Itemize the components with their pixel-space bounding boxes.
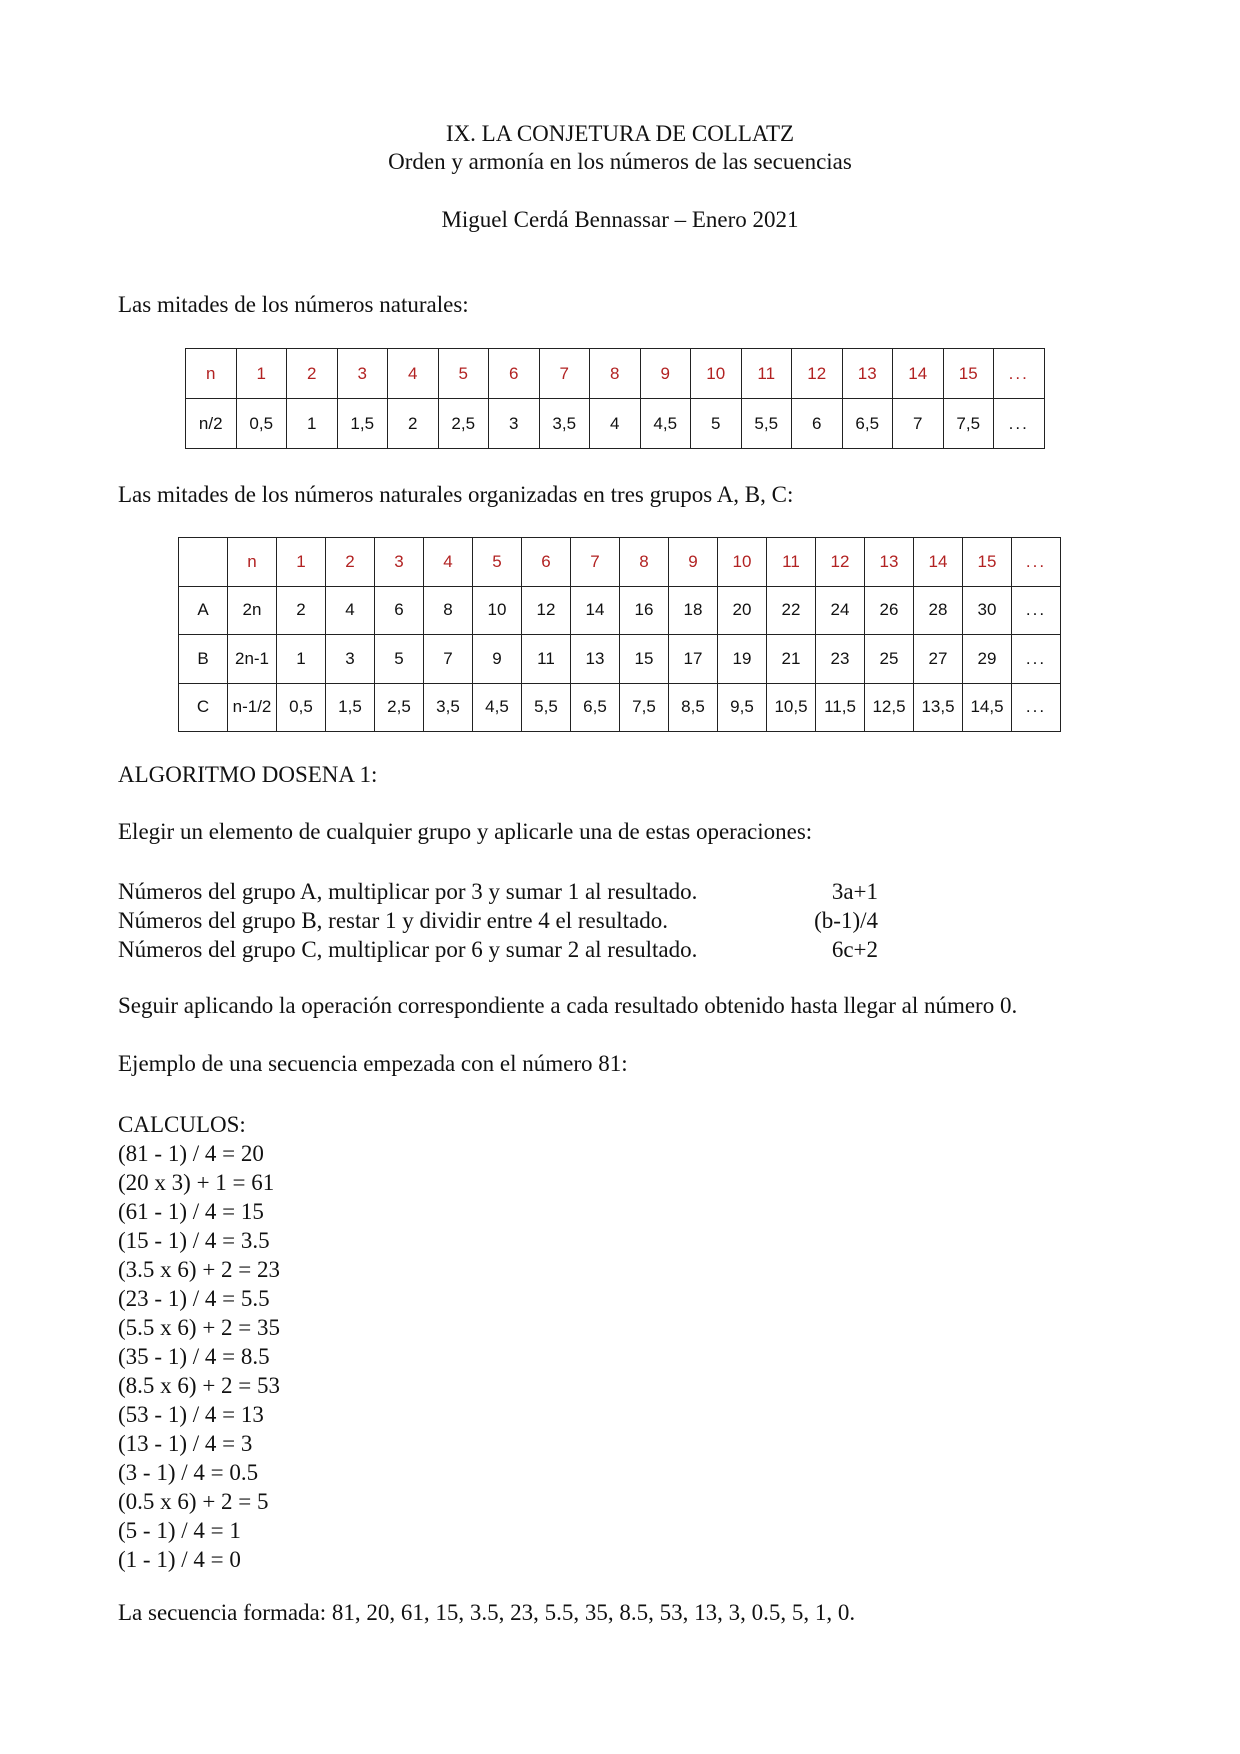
value-cell: 4,5 xyxy=(640,399,691,449)
value-cell: 9,5 xyxy=(718,683,767,732)
value-cell: 16 xyxy=(620,586,669,635)
value-cell: 18 xyxy=(669,586,718,635)
value-cell: ... xyxy=(1012,683,1061,732)
value-cell: 1 xyxy=(287,399,338,449)
value-cell: 4 xyxy=(326,586,375,635)
header-cell: 13 xyxy=(865,538,914,587)
calcs-heading: CALCULOS: xyxy=(118,1112,246,1137)
group-label-cell: A xyxy=(179,586,228,635)
operation-row xyxy=(118,935,878,964)
header-cell: 2 xyxy=(287,349,338,399)
operation-text: Números del grupo A, multiplicar por 3 y sumar 1 al resultado. xyxy=(118,879,698,904)
calc-line: (3.5 x 6) + 2 = 23 xyxy=(118,1257,281,1282)
header-cell: 5 xyxy=(438,349,489,399)
value-cell: 29 xyxy=(963,635,1012,684)
header-cell: 6 xyxy=(489,349,540,399)
groups-header-row xyxy=(179,538,1061,587)
value-cell: 1,5 xyxy=(337,399,388,449)
header-cell: ... xyxy=(994,349,1045,399)
value-cell: 13 xyxy=(571,635,620,684)
group-label-cell: C xyxy=(179,683,228,732)
value-cell: 5 xyxy=(691,399,742,449)
value-cell: 3,5 xyxy=(539,399,590,449)
calc-line: (20 x 3) + 1 = 61 xyxy=(118,1170,275,1195)
value-cell: 11,5 xyxy=(816,683,865,732)
header-cell: 11 xyxy=(767,538,816,587)
value-cell: 0,5 xyxy=(236,399,287,449)
value-cell: 7,5 xyxy=(620,683,669,732)
header-cell: 3 xyxy=(375,538,424,587)
operation-row xyxy=(118,906,878,935)
operation-formula: (b-1)/4 xyxy=(814,908,878,933)
operation-row xyxy=(118,877,878,906)
value-cell: 27 xyxy=(914,635,963,684)
value-cell: 17 xyxy=(669,635,718,684)
header-cell: 10 xyxy=(691,349,742,399)
calc-line: (81 - 1) / 4 = 20 xyxy=(118,1141,264,1166)
value-cell: 10,5 xyxy=(767,683,816,732)
header-cell: 9 xyxy=(669,538,718,587)
value-cell: 28 xyxy=(914,586,963,635)
groups-table xyxy=(178,537,1061,732)
header-cell: 3 xyxy=(337,349,388,399)
section2-intro: Las mitades de los números naturales organizadas en tres grupos A, B, C: xyxy=(118,482,794,507)
value-cell: 21 xyxy=(767,635,816,684)
header-cell: 12 xyxy=(816,538,865,587)
value-cell: 23 xyxy=(816,635,865,684)
page-title: IX. LA CONJETURA DE COLLATZ xyxy=(445,121,795,146)
halves-value-row xyxy=(186,399,1045,449)
group-b-row xyxy=(179,635,1061,684)
value-cell: 25 xyxy=(865,635,914,684)
value-cell: 1 xyxy=(277,635,326,684)
group-label-cell: B xyxy=(179,635,228,684)
value-cell: 7,5 xyxy=(943,399,994,449)
value-cell: 14 xyxy=(571,586,620,635)
value-cell: ... xyxy=(994,399,1045,449)
value-cell: 12 xyxy=(522,586,571,635)
header-cell: 12 xyxy=(792,349,843,399)
value-cell: 12,5 xyxy=(865,683,914,732)
value-cell: 30 xyxy=(963,586,1012,635)
calc-line: (35 - 1) / 4 = 8.5 xyxy=(118,1344,270,1369)
example-intro: Ejemplo de una secuencia empezada con el número 81: xyxy=(118,1051,628,1076)
calc-line: (13 - 1) / 4 = 3 xyxy=(118,1431,253,1456)
header-cell: 4 xyxy=(424,538,473,587)
value-cell: 26 xyxy=(865,586,914,635)
header-cell: 8 xyxy=(590,349,641,399)
calc-line: (5 - 1) / 4 = 1 xyxy=(118,1518,241,1543)
value-cell: 6 xyxy=(792,399,843,449)
value-cell: 8,5 xyxy=(669,683,718,732)
value-cell: 6,5 xyxy=(842,399,893,449)
value-cell: 4 xyxy=(590,399,641,449)
calc-line: (5.5 x 6) + 2 = 35 xyxy=(118,1315,281,1340)
value-cell: 10 xyxy=(473,586,522,635)
header-cell: 11 xyxy=(741,349,792,399)
header-cell: 1 xyxy=(277,538,326,587)
value-cell: 0,5 xyxy=(277,683,326,732)
operation-text: Números del grupo B, restar 1 y dividir entre 4 el resultado. xyxy=(118,908,668,933)
header-cell: ... xyxy=(1012,538,1061,587)
calc-line: (53 - 1) / 4 = 13 xyxy=(118,1402,264,1427)
value-cell: 4,5 xyxy=(473,683,522,732)
header-cell: n xyxy=(228,538,277,587)
section1-intro: Las mitades de los números naturales: xyxy=(118,292,469,317)
calc-lines xyxy=(118,1139,280,1574)
algorithm-instruction: Elegir un elemento de cualquier grupo y aplicarle una de estas operaciones: xyxy=(118,819,813,844)
header-cell xyxy=(179,538,228,587)
header-cell: 7 xyxy=(539,349,590,399)
value-cell: 6 xyxy=(375,586,424,635)
header-cell: 2 xyxy=(326,538,375,587)
operation-text: Números del grupo C, multiplicar por 6 y sumar 2 al resultado. xyxy=(118,937,698,962)
header-cell: 7 xyxy=(571,538,620,587)
value-cell: ... xyxy=(1012,635,1061,684)
value-cell: 2n-1 xyxy=(228,635,277,684)
value-cell: 2,5 xyxy=(438,399,489,449)
value-cell: 3,5 xyxy=(424,683,473,732)
sequence-result: La secuencia formada: 81, 20, 61, 15, 3.5, 23, 5.5, 35, 8.5, 53, 13, 3, 0.5, 5, 1, 0. xyxy=(118,1600,856,1625)
header-cell: n xyxy=(186,349,237,399)
header-cell: 9 xyxy=(640,349,691,399)
value-cell: n/2 xyxy=(186,399,237,449)
header-cell: 1 xyxy=(236,349,287,399)
header-cell: 13 xyxy=(842,349,893,399)
halves-table xyxy=(185,348,1045,449)
value-cell: 9 xyxy=(473,635,522,684)
value-cell: 13,5 xyxy=(914,683,963,732)
value-cell: 2n xyxy=(228,586,277,635)
calc-line: (3 - 1) / 4 = 0.5 xyxy=(118,1460,259,1485)
header-cell: 8 xyxy=(620,538,669,587)
group-c-row xyxy=(179,683,1061,732)
value-cell: 19 xyxy=(718,635,767,684)
header-cell: 14 xyxy=(893,349,944,399)
value-cell: n-1/2 xyxy=(228,683,277,732)
group-a-row xyxy=(179,586,1061,635)
value-cell: 2,5 xyxy=(375,683,424,732)
header-cell: 15 xyxy=(943,349,994,399)
header-cell: 4 xyxy=(388,349,439,399)
value-cell: ... xyxy=(1012,586,1061,635)
value-cell: 24 xyxy=(816,586,865,635)
header-cell: 14 xyxy=(914,538,963,587)
value-cell: 11 xyxy=(522,635,571,684)
value-cell: 15 xyxy=(620,635,669,684)
value-cell: 2 xyxy=(277,586,326,635)
header-cell: 5 xyxy=(473,538,522,587)
author-date: Miguel Cerdá Bennassar – Enero 2021 xyxy=(441,207,799,232)
header-cell: 15 xyxy=(963,538,1012,587)
halves-header-row xyxy=(186,349,1045,399)
value-cell: 3 xyxy=(489,399,540,449)
operation-formula: 3a+1 xyxy=(831,879,878,904)
calc-line: (8.5 x 6) + 2 = 53 xyxy=(118,1373,281,1398)
page-subtitle: Orden y armonía en los números de las secuencias xyxy=(388,149,852,174)
value-cell: 14,5 xyxy=(963,683,1012,732)
calc-line: (23 - 1) / 4 = 5.5 xyxy=(118,1286,270,1311)
value-cell: 22 xyxy=(767,586,816,635)
value-cell: 7 xyxy=(424,635,473,684)
calc-line: (1 - 1) / 4 = 0 xyxy=(118,1547,241,1572)
calculations xyxy=(118,1110,280,1574)
calc-line: (61 - 1) / 4 = 15 xyxy=(118,1199,264,1224)
value-cell: 3 xyxy=(326,635,375,684)
header-cell: 10 xyxy=(718,538,767,587)
value-cell: 2 xyxy=(388,399,439,449)
continue-instruction: Seguir aplicando la operación correspondiente a cada resultado obtenido hasta llegar al número 0. xyxy=(118,993,1018,1018)
value-cell: 1,5 xyxy=(326,683,375,732)
operation-formula: 6c+2 xyxy=(831,937,878,962)
calc-line: (15 - 1) / 4 = 3.5 xyxy=(118,1228,270,1253)
header-cell: 6 xyxy=(522,538,571,587)
value-cell: 5,5 xyxy=(522,683,571,732)
value-cell: 5,5 xyxy=(741,399,792,449)
value-cell: 5 xyxy=(375,635,424,684)
value-cell: 6,5 xyxy=(571,683,620,732)
calc-line: (0.5 x 6) + 2 = 5 xyxy=(118,1489,269,1514)
value-cell: 8 xyxy=(424,586,473,635)
value-cell: 20 xyxy=(718,586,767,635)
operations-list xyxy=(118,877,878,964)
value-cell: 7 xyxy=(893,399,944,449)
algorithm-heading: ALGORITMO DOSENA 1: xyxy=(118,762,378,787)
